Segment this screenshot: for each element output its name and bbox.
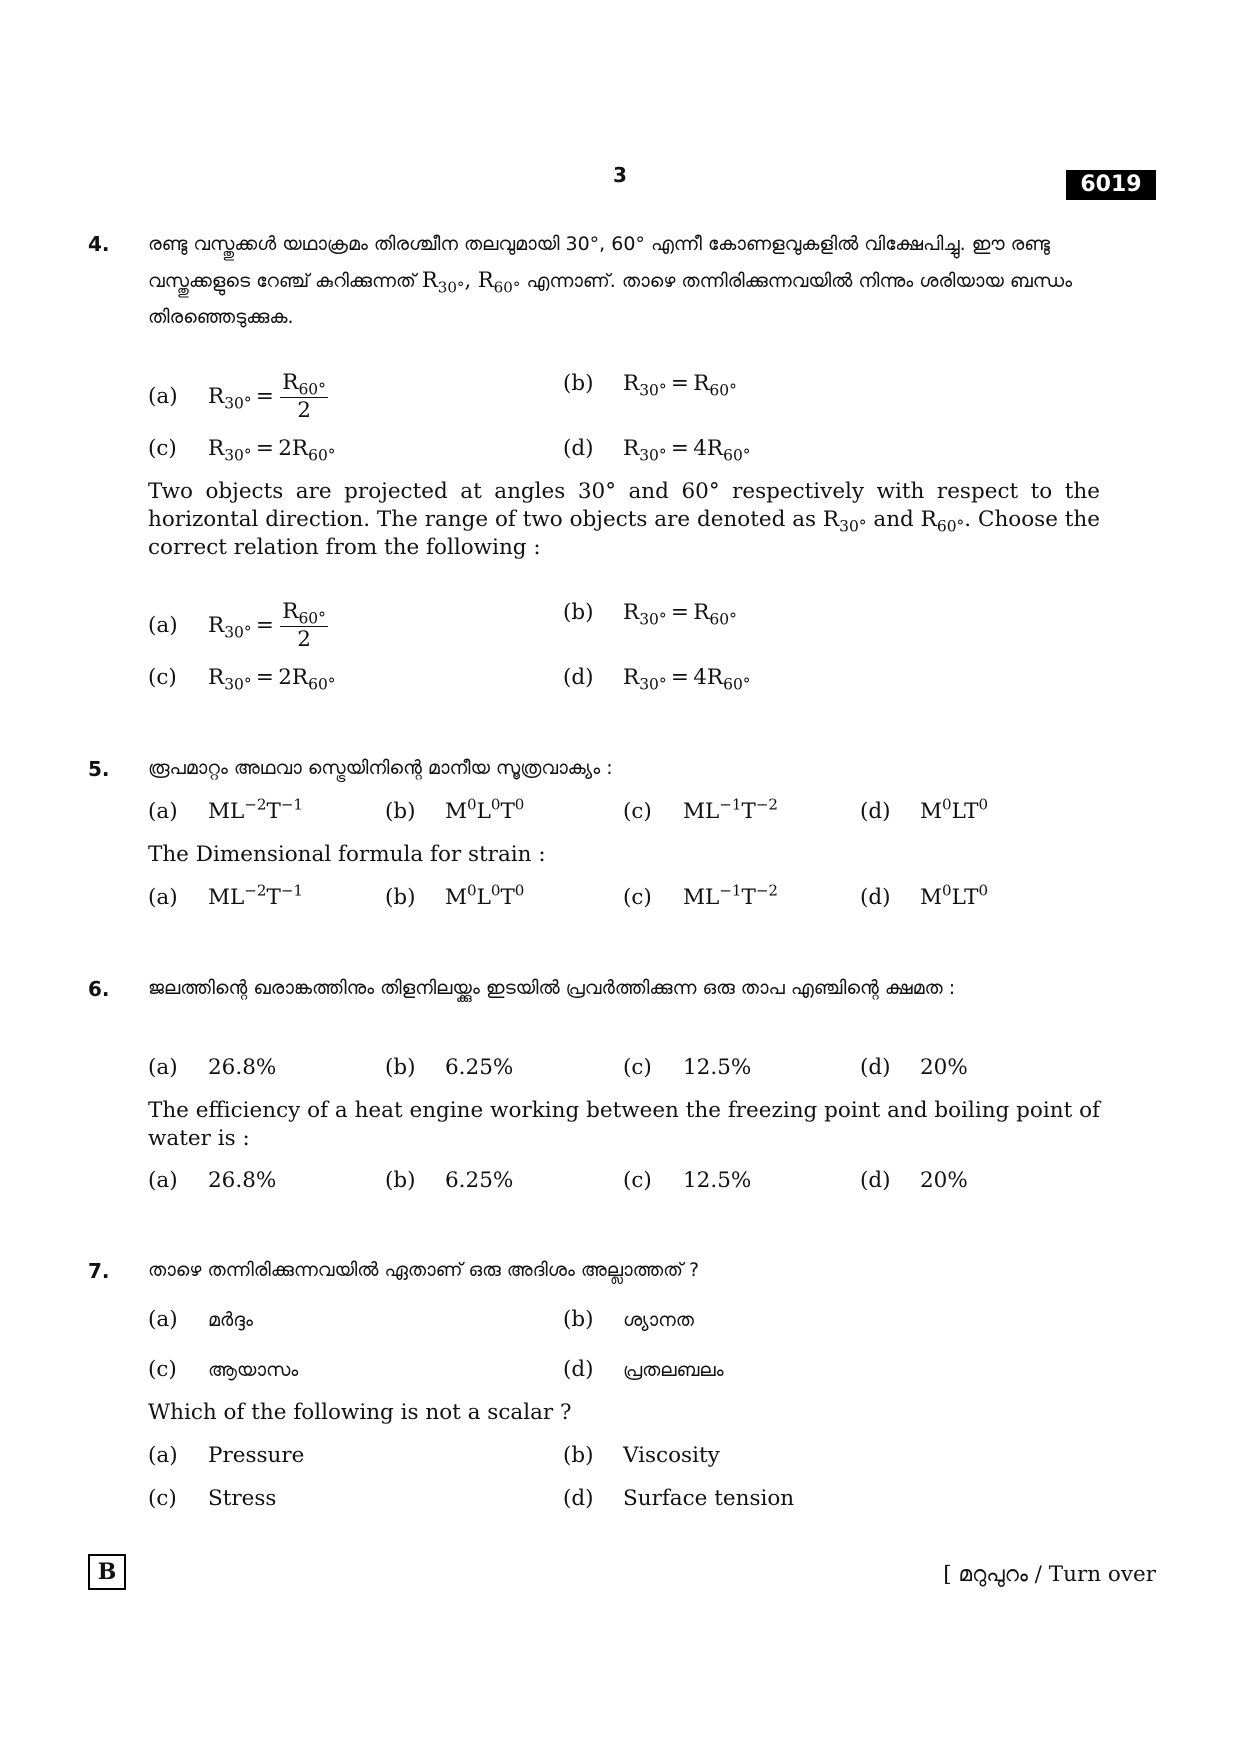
q7-ml-option-a: (a) മർദ്ദം <box>148 1307 253 1332</box>
q6-en-option-c: (c) 12.5% <box>623 1168 752 1193</box>
question-4-number: 4. <box>88 232 110 256</box>
q4-en-option-b: (b) $R_{30^\circ} = R_{60^\circ}$ <box>563 600 737 629</box>
question-6-number: 6. <box>88 977 110 1001</box>
q5-ml-option-c: (c) $ML^{-1}T^{-2}$ <box>623 795 779 824</box>
q6-en-option-a: (a) 26.8% <box>148 1168 277 1193</box>
q5-en-option-b: (b) $M^0L^0T^0$ <box>385 881 525 910</box>
q6-ml-option-d: (d) 20% <box>860 1055 968 1080</box>
q7-en-option-d: (d) Surface tension <box>563 1486 795 1511</box>
q7-ml-option-c: (c) ആയാസം <box>148 1357 299 1382</box>
q5-ml-option-a: (a) $ML^{-2}T^{-1}$ <box>148 795 304 824</box>
question-6-malayalam: ജലത്തിന്റെ ഖരാങ്കത്തിനും തിളനിലയ്ക്കും ഇടയിൽ പ്രവർത്തിക്കുന്ന ഒരു താപ എഞ്ചിന്റെ ക്ഷമത : <box>148 977 956 999</box>
question-6-english: The efficiency of a heat engine working between the freezing point and boiling point of water is : <box>148 1098 1100 1151</box>
q4-ml-option-c: (c) $R_{30^\circ} = 2R_{60^\circ}$ <box>148 436 336 465</box>
q5-en-option-a: (a) $ML^{-2}T^{-1}$ <box>148 881 304 910</box>
q4-en-option-d: (d) $R_{30^\circ} = 4R_{60^\circ}$ <box>563 665 751 694</box>
q5-en-option-c: (c) $ML^{-1}T^{-2}$ <box>623 881 779 910</box>
q7-en-option-a: (a) Pressure <box>148 1443 305 1468</box>
question-7-malayalam: താഴെ തന്നിരിക്കുന്നവയിൽ ഏതാണ് ഒരു അദിശം അല്ലാത്തത് ? <box>148 1259 700 1281</box>
turn-over-note: [ മറുപുറം / Turn over <box>943 1562 1156 1587</box>
q5-ml-option-b: (b) $M^0L^0T^0$ <box>385 795 525 824</box>
q6-ml-option-c: (c) 12.5% <box>623 1055 752 1080</box>
q7-en-option-c: (c) Stress <box>148 1486 277 1511</box>
question-7-number: 7. <box>88 1259 110 1283</box>
q5-ml-option-d: (d) $M^0LT^0$ <box>860 795 989 824</box>
q6-en-option-d: (d) 20% <box>860 1168 968 1193</box>
page-number: 3 <box>613 163 627 187</box>
q6-en-option-b: (b) 6.25% <box>385 1168 514 1193</box>
question-5-malayalam: രൂപമാറ്റം അഥവാ സ്ട്രെയിനിന്റെ മാനീയ സൂത്രവാക്യം : <box>148 757 613 779</box>
question-4-malayalam: രണ്ടു വസ്തുക്കൾ യഥാക്രമം തിരശ്ചീന തലവുമായി 30°, 60° എന്നീ കോണളവുകളിൽ വിക്ഷേപിച്ചു. ഈ രണ്ടു വസ്തുക്കളുടെ റേഞ്ച് കുറിക്കുന്നത് $R_{30^\circ}$, $R_{60^\circ}$ എന്നാണ്. താഴെ തന്നിരിക്കുന്നവയിൽ നിന്നും ശരിയായ ബന്ധം തിരഞ്ഞെടുക്കുക. <box>148 233 1073 328</box>
q4-en-option-a: (a) $R_{30^\circ}$ = $\frac{R_{60^\circ}}{2}$ <box>148 599 326 652</box>
booklet-code-box: B <box>88 1554 126 1590</box>
paper-code: 6019 <box>1066 170 1156 200</box>
q4-en-option-c: (c) $R_{30^\circ} = 2R_{60^\circ}$ <box>148 665 336 694</box>
question-4-english: Two objects are projected at angles 30° and 60° respectively with respect to the horizontal direction. The range of two objects are denoted as $R_{30^\circ}$ and $R_{60^\circ}$. Choose the correct relation from the following : <box>148 479 1100 560</box>
q6-ml-option-b: (b) 6.25% <box>385 1055 514 1080</box>
q4-ml-option-b: (b) $R_{30^\circ} = R_{60^\circ}$ <box>563 371 737 400</box>
q4-ml-option-d: (d) $R_{30^\circ} = 4R_{60^\circ}$ <box>563 436 751 465</box>
q7-ml-option-d: (d) പ്രതലബലം <box>563 1357 724 1382</box>
q4-ml-option-a: (a) $R_{30^\circ}$ = $\frac{R_{60^\circ}}{2}$ <box>148 370 326 423</box>
q5-en-option-d: (d) $M^0LT^0$ <box>860 881 989 910</box>
q6-ml-option-a: (a) 26.8% <box>148 1055 277 1080</box>
q7-ml-option-b: (b) ശ്യാനത <box>563 1307 694 1332</box>
question-5-number: 5. <box>88 757 110 781</box>
question-7-english: Which of the following is not a scalar ? <box>148 1400 572 1425</box>
q7-en-option-b: (b) Viscosity <box>563 1443 720 1468</box>
question-5-english: The Dimensional formula for strain : <box>148 842 546 867</box>
